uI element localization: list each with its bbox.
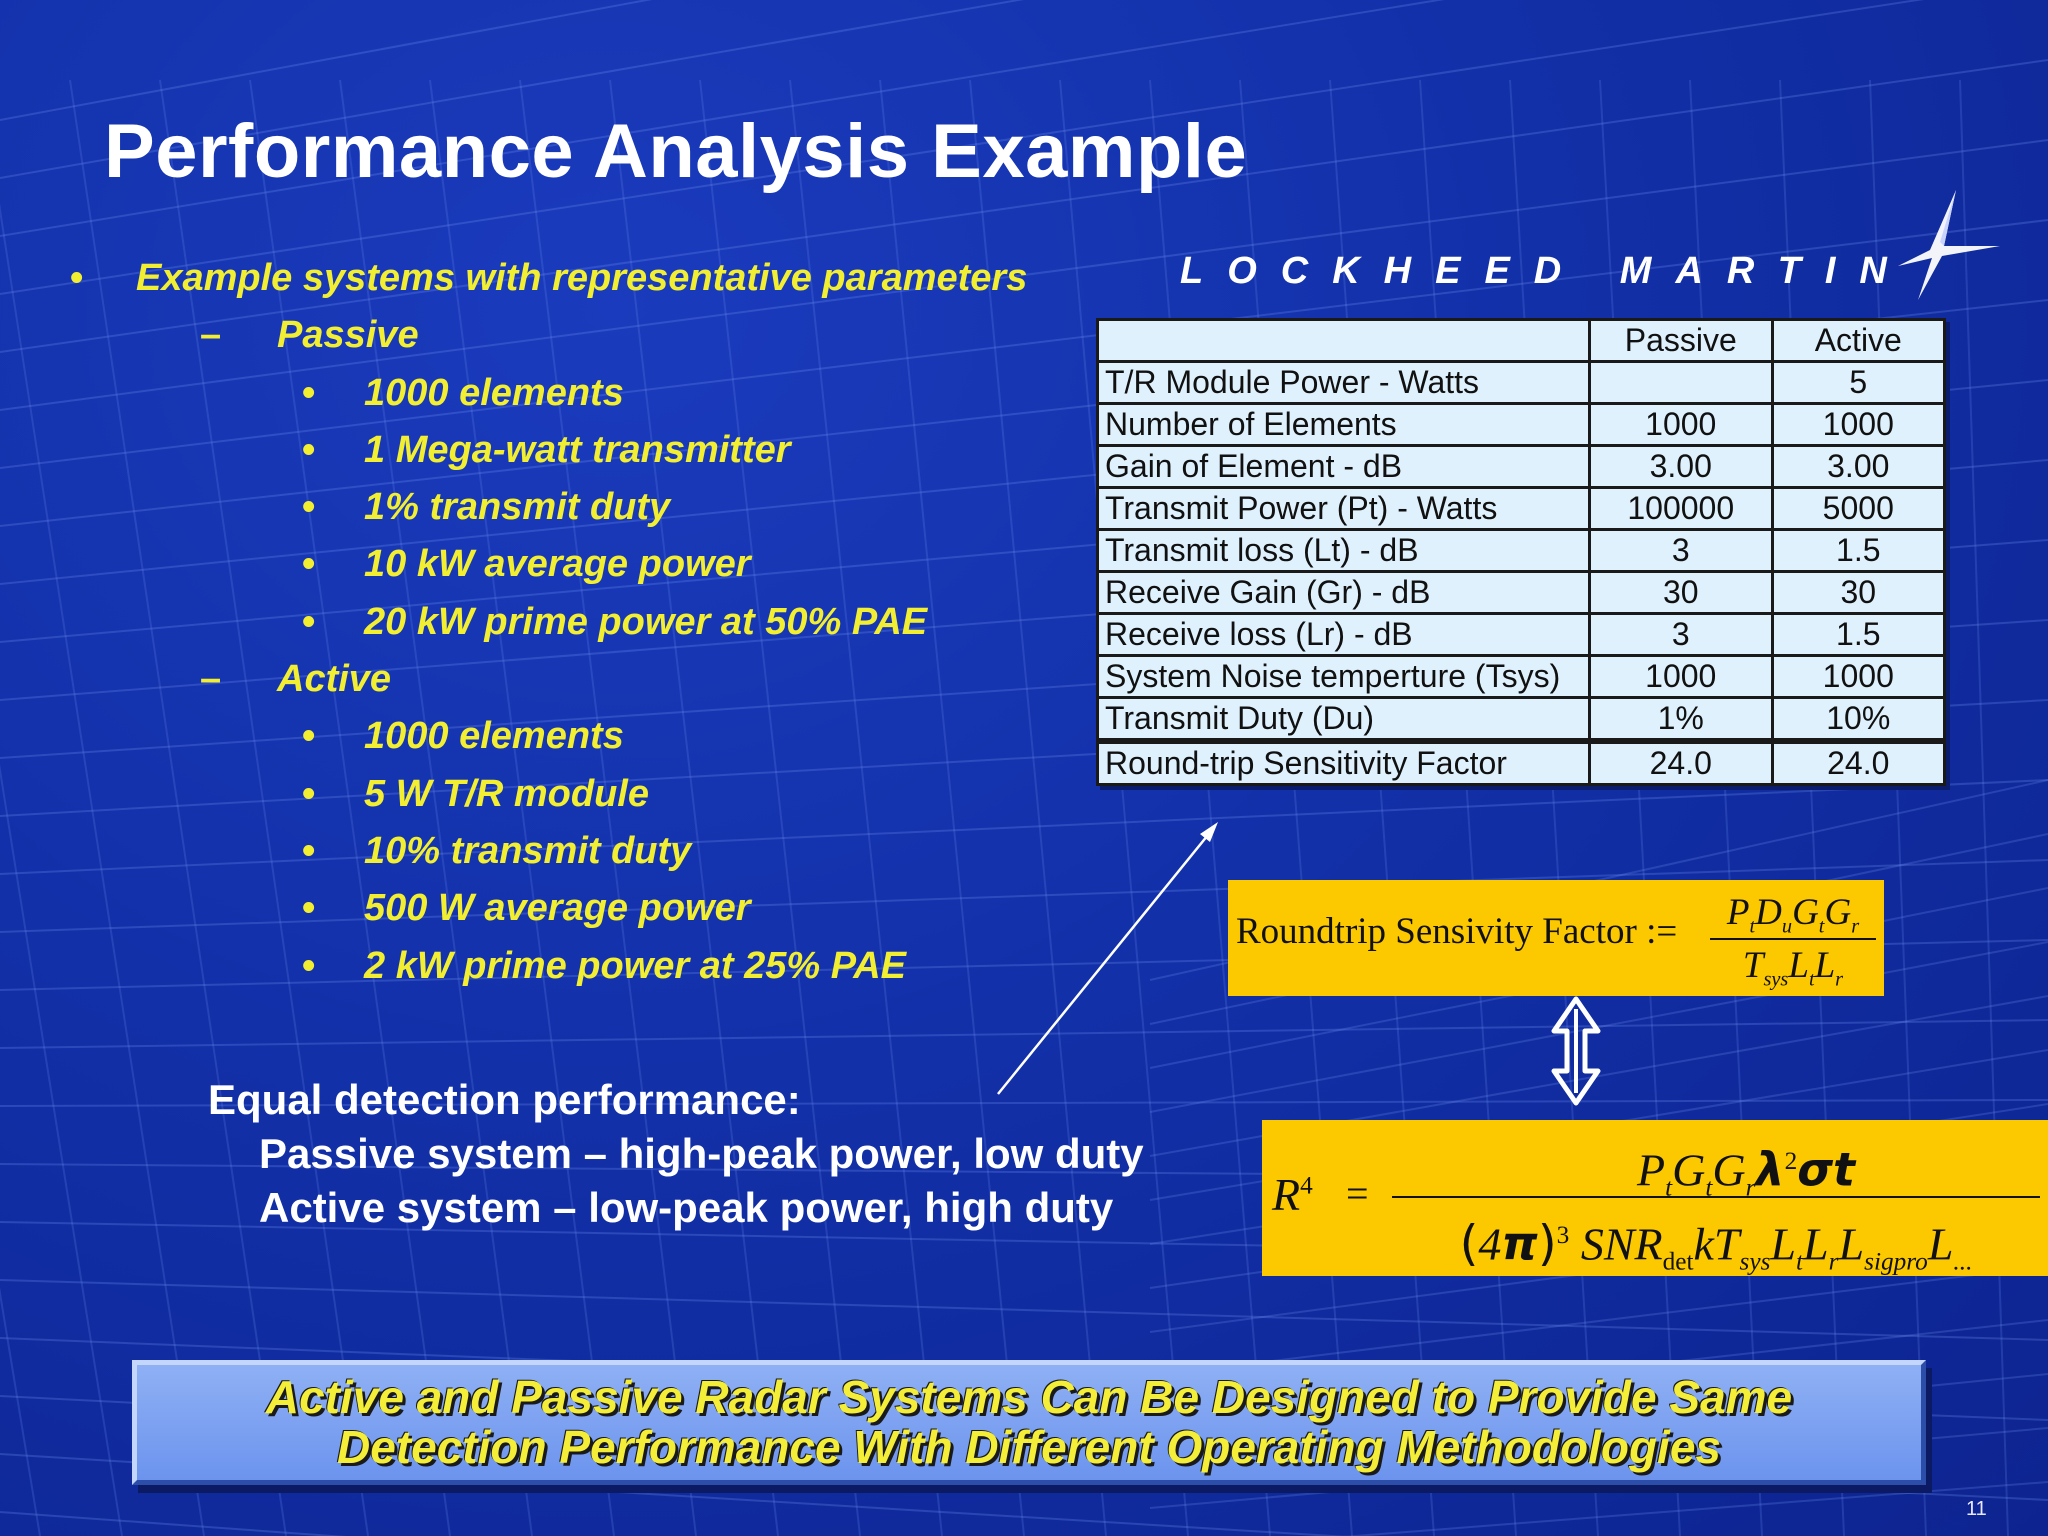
table-row-label: Transmit Power (Pt) - Watts <box>1098 488 1590 530</box>
table-row-label: System Noise temperture (Tsys) <box>1098 656 1590 698</box>
table-cell-active: 10% <box>1772 698 1944 742</box>
table-cell-passive: 30 <box>1589 572 1772 614</box>
bullet-marker: • <box>302 887 316 930</box>
table-row <box>1098 614 1945 656</box>
table-row <box>1098 572 1945 614</box>
bullet-list <box>70 250 1120 995</box>
logo-text: LOCKHEED MARTIN <box>1180 250 1911 292</box>
table-row-label: Receive Gain (Gr) - dB <box>1098 572 1590 614</box>
bullet-item <box>70 307 1120 364</box>
table-cell-active: 1.5 <box>1772 614 1944 656</box>
bullet-item <box>70 766 1120 823</box>
table-row-label: Number of Elements <box>1098 404 1590 446</box>
banner-line-2: Detection Performance With Different Operating Methodologies <box>337 1421 1721 1473</box>
bullet-text: 2 kW prime power at 25% PAE <box>364 944 907 987</box>
bullet-item <box>70 880 1120 937</box>
table-row-label: Receive loss (Lr) - dB <box>1098 614 1590 656</box>
radar-range-equation <box>1262 1120 2048 1276</box>
table-cell-passive: 1000 <box>1589 404 1772 446</box>
table-cell-active: 1000 <box>1772 656 1944 698</box>
table-cell-passive <box>1589 362 1772 404</box>
bullet-marker: – <box>200 314 222 357</box>
bullet-item <box>70 594 1120 651</box>
table-header-active: Active <box>1772 320 1944 362</box>
bullet-item <box>70 250 1120 307</box>
table-row <box>1098 698 1945 742</box>
equation-fraction <box>1392 1126 2040 1276</box>
bullet-item <box>70 938 1120 995</box>
bullet-item <box>70 422 1120 479</box>
star-icon <box>1860 190 2000 300</box>
double-arrow-icon <box>1548 995 1604 1107</box>
bullet-text: 10 kW average power <box>364 543 751 586</box>
table-cell-active: 30 <box>1772 572 1944 614</box>
equals-sign: = <box>1346 1171 1369 1216</box>
table-row-label: Transmit loss (Lt) - dB <box>1098 530 1590 572</box>
page-number: 11 <box>1966 1498 1987 1520</box>
bullet-text: Active <box>277 658 392 701</box>
table-cell-passive: 1% <box>1589 698 1772 742</box>
table-cell-active: 5000 <box>1772 488 1944 530</box>
table-header-row <box>1098 320 1945 362</box>
bullet-text: 1000 elements <box>364 371 624 414</box>
table-row <box>1098 446 1945 488</box>
equation-numerator: $P_tG_tG_r\lambda^2\sigma t$ <box>1392 1126 2040 1198</box>
table-cell-passive: 24.0 <box>1589 741 1772 785</box>
equal-detection-heading: Equal detection performance: <box>208 1076 801 1123</box>
table-cell-passive: 3.00 <box>1589 446 1772 488</box>
bullet-marker: • <box>302 371 316 414</box>
bullet-item <box>70 651 1120 708</box>
bullet-text: 5 W T/R module <box>364 772 649 815</box>
bullet-text: 10% transmit duty <box>364 829 692 872</box>
bullet-marker: • <box>70 257 84 299</box>
table-cell-active: 1000 <box>1772 404 1944 446</box>
bullet-text: 20 kW prime power at 50% PAE <box>364 600 928 643</box>
table-row-label: Transmit Duty (Du) <box>1098 698 1590 742</box>
bullet-marker: • <box>302 715 316 758</box>
bullet-marker: • <box>302 944 316 987</box>
table-cell-active: 5 <box>1772 362 1944 404</box>
bullet-text: 500 W average power <box>364 887 751 930</box>
table-row <box>1098 656 1945 698</box>
table-cell-active: 3.00 <box>1772 446 1944 488</box>
parameters-table <box>1096 318 1946 786</box>
lockheed-martin-logo <box>1180 190 2000 320</box>
passive-system-note: Passive system – high-peak power, low duty <box>259 1130 1144 1177</box>
table-cell-active: 1.5 <box>1772 530 1944 572</box>
bullet-marker: • <box>302 600 316 643</box>
bullet-text: 1% transmit duty <box>364 486 671 529</box>
banner-line-1: Active and Passive Radar Systems Can Be Designed to Provide Same <box>265 1371 1793 1423</box>
table-row <box>1098 530 1945 572</box>
bullet-marker: • <box>302 543 316 586</box>
table-cell-passive: 3 <box>1589 530 1772 572</box>
formula-numerator: $P_tD_uG_tG_r$ <box>1710 888 1876 940</box>
equation-lhs: $R^4$ <box>1272 1169 1313 1220</box>
bullet-marker: • <box>302 829 316 872</box>
bullet-item <box>70 479 1120 536</box>
table-row-label: T/R Module Power - Watts <box>1098 362 1590 404</box>
table-cell-passive: 100000 <box>1589 488 1772 530</box>
table-row-label: Round-trip Sensitivity Factor <box>1098 741 1590 785</box>
bullet-text: Passive <box>277 314 419 357</box>
table-header-cell <box>1098 320 1590 362</box>
formula-label: Roundtrip Sensivity Factor := <box>1236 911 1678 952</box>
bullet-item <box>70 708 1120 765</box>
table-cell-passive: 1000 <box>1589 656 1772 698</box>
bullet-item <box>70 823 1120 880</box>
table-row <box>1098 404 1945 446</box>
bullet-text: Example systems with representative parameters <box>136 257 1028 299</box>
bullet-item <box>70 365 1120 422</box>
bullet-marker: • <box>302 772 316 815</box>
sensitivity-factor-formula <box>1228 880 1884 996</box>
slide-title: Performance Analysis Example <box>104 109 1248 194</box>
bullet-text: 1 Mega-watt transmitter <box>364 428 791 471</box>
table-row-label: Gain of Element - dB <box>1098 446 1590 488</box>
bullet-text: 1000 elements <box>364 715 624 758</box>
table-total-row <box>1098 741 1945 785</box>
bullet-item <box>70 536 1120 593</box>
formula-denominator: $T_{sys}L_tL_r$ <box>1742 945 1844 991</box>
table-header-passive: Passive <box>1589 320 1772 362</box>
bullet-marker: • <box>302 428 316 471</box>
table-cell-passive: 3 <box>1589 614 1772 656</box>
table-cell-active: 24.0 <box>1772 741 1944 785</box>
table-row <box>1098 488 1945 530</box>
table-row <box>1098 362 1945 404</box>
equal-detection-note <box>208 1073 1144 1235</box>
active-system-note: Active system – low-peak power, high duty <box>259 1184 1114 1231</box>
bullet-marker: – <box>200 658 222 701</box>
bullet-marker: • <box>302 486 316 529</box>
equation-denominator: $(4\pi)^3$ $SNR_{det}kT_{sys}L_tL_rL_{sigpro}L_{...}$ <box>1459 1215 1973 1276</box>
formula-fraction <box>1710 888 1876 990</box>
conclusion-banner <box>132 1360 1926 1485</box>
